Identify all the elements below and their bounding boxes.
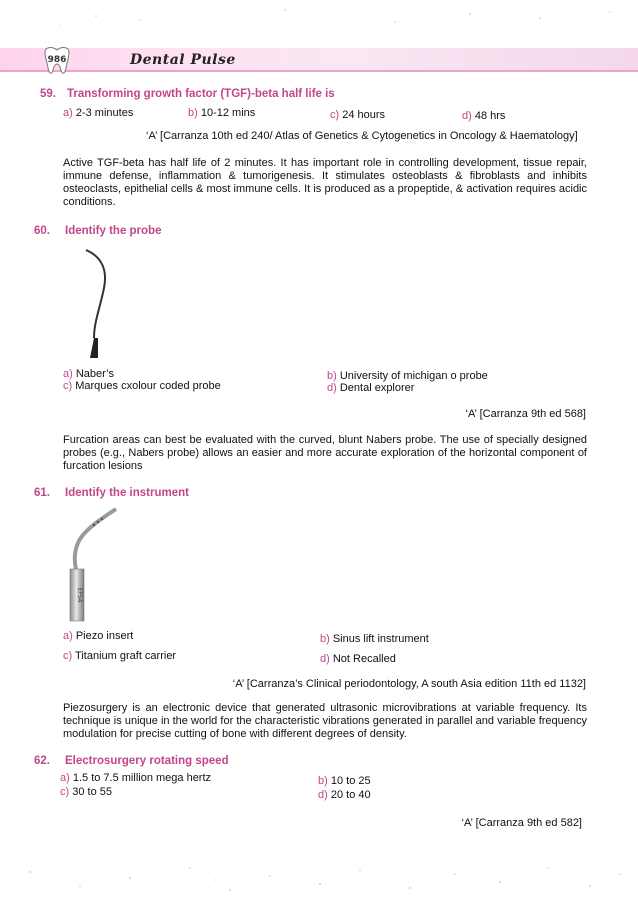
q59-option-c: c) 24 hours <box>330 109 386 121</box>
q59-reference: ‘A’ [Carranza 10th ed 240/ Atlas of Genetics & Cytogenetics in Oncology & Haematology] <box>146 130 578 142</box>
piezo-insert-image <box>58 505 138 625</box>
question-62-text: Electrosurgery rotating speed <box>65 755 229 767</box>
q62-option-c: c) 30 to 55 <box>60 786 112 798</box>
q61-option-c: c) Titanium graft carrier <box>63 650 177 662</box>
header-rule <box>0 70 638 72</box>
header-band <box>0 48 638 72</box>
q59-option-b: b) 10-12 mins <box>188 107 256 119</box>
scan-speckle-bottom <box>0 860 638 900</box>
q62-option-d: d) 20 to 40 <box>318 789 371 801</box>
question-59-text: Transforming growth factor (TGF)-beta half life is <box>67 88 335 100</box>
q60-explanation: Furcation areas can best be evaluated with the curved, blunt Nabers probe. The use of specially designed probes (e.g., Nabers probe) allows an easier and more accurate exploration of the horizontal component of furcation lesions <box>63 434 587 472</box>
q60-option-b: b) University of michigan o probe <box>327 370 488 382</box>
instrument-engraving: EPS4 <box>76 587 83 603</box>
q59-option-a: a) 2-3 minutes <box>63 107 134 119</box>
question-61-number: 61. <box>34 487 50 499</box>
q61-option-a: a) Piezo insert <box>63 630 134 642</box>
question-60-text: Identify the probe <box>65 225 162 237</box>
q60-reference: ‘A’ [Carranza 9th ed 568] <box>465 408 586 420</box>
q60-option-a: a) Naber’s <box>63 368 114 380</box>
q62-reference: ‘A’ [Carranza 9th ed 582] <box>461 817 582 829</box>
question-59-number: 59. <box>40 88 56 100</box>
scan-speckle-top <box>0 2 638 32</box>
question-62-number: 62. <box>34 755 50 767</box>
question-61-text: Identify the instrument <box>65 487 189 499</box>
q61-explanation: Piezosurgery is an electronic device that generated ultrasonic microvibrations at variable frequency. Its technique is unique in the world for the characteristic vibrations generated in parallel and variable frequency modulation for precise cutting of bone with different degrees of density. <box>63 702 587 740</box>
nabers-probe-image <box>60 246 120 361</box>
question-60-number: 60. <box>34 225 50 237</box>
q60-option-c: c) Marques cxolour coded probe <box>63 380 221 392</box>
page-number: 986 <box>47 55 67 65</box>
q60-option-d: d) Dental explorer <box>327 382 415 394</box>
q62-option-b: b) 10 to 25 <box>318 775 371 787</box>
q59-explanation: Active TGF-beta has half life of 2 minutes. It has important role in controlling development, tissue repair, immune defense, inflammation & tumorigenesis. It stimulates osteoblasts & fibroblasts and inhibits osteoclasts, epithelial cells & most immune cells. It is produced as a propeptide, & activation requires acidic conditions. <box>63 157 587 208</box>
q61-option-d: d) Not Recalled <box>320 653 396 665</box>
q62-option-a: a) 1.5 to 7.5 million mega hertz <box>60 772 212 784</box>
q59-option-d: d) 48 hrs <box>462 110 506 122</box>
q61-reference: ‘A’ [Carranza’s Clinical periodontology, A south Asia edition 11th ed 1132] <box>232 678 586 690</box>
journal-title: Dental Pulse <box>130 52 236 68</box>
q61-option-b: b) Sinus lift instrument <box>320 633 429 645</box>
